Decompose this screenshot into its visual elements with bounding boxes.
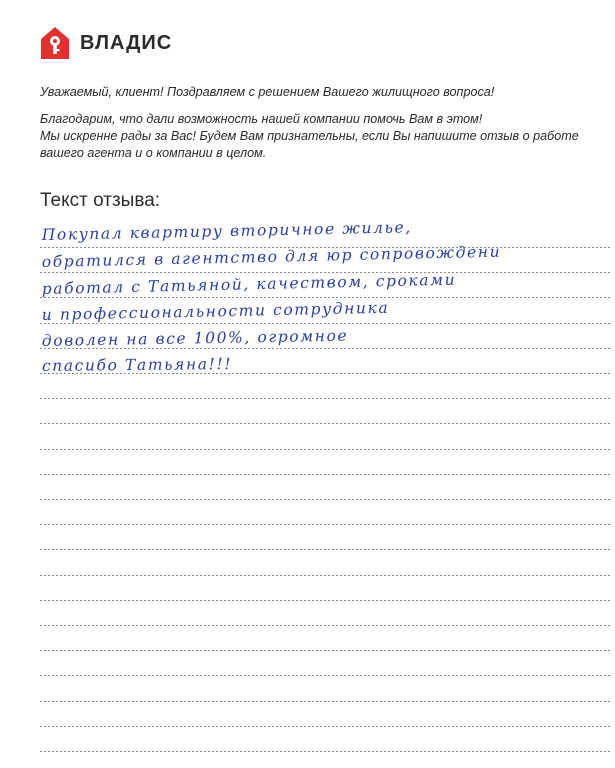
- handwritten-line: доволен на все 100%, огромное: [41, 326, 349, 350]
- handwritten-line: работал с Татьяной, качеством, сроками: [41, 270, 457, 298]
- handwritten-line: Покупал квартиру вторичное жилье,: [41, 218, 413, 244]
- thanks-line: вашего агента и о компании в целом.: [40, 146, 267, 160]
- thanks-line: Благодарим, что дали возможность нашей компании помочь Вам в этом!: [40, 112, 483, 126]
- thanks-line: Мы искренне рады за Вас! Будем Вам признательны, если Вы напишите отзыв о работе: [40, 129, 579, 143]
- review-heading: Текст отзыва:: [40, 190, 161, 211]
- brand-name: ВЛАДИС: [80, 31, 173, 54]
- handwritten-line: спасибо Татьяна!!!: [41, 355, 233, 375]
- handwritten-line: обратился в агентство для юр сопровождени: [41, 242, 502, 271]
- greeting-text: Уважаемый, клиент! Поздравляем с решением Вашего жилищного вопроса!: [40, 85, 495, 99]
- ruled-lines: [40, 0, 612, 768]
- handwritten-line: и профессиональности сотрудника: [41, 298, 390, 324]
